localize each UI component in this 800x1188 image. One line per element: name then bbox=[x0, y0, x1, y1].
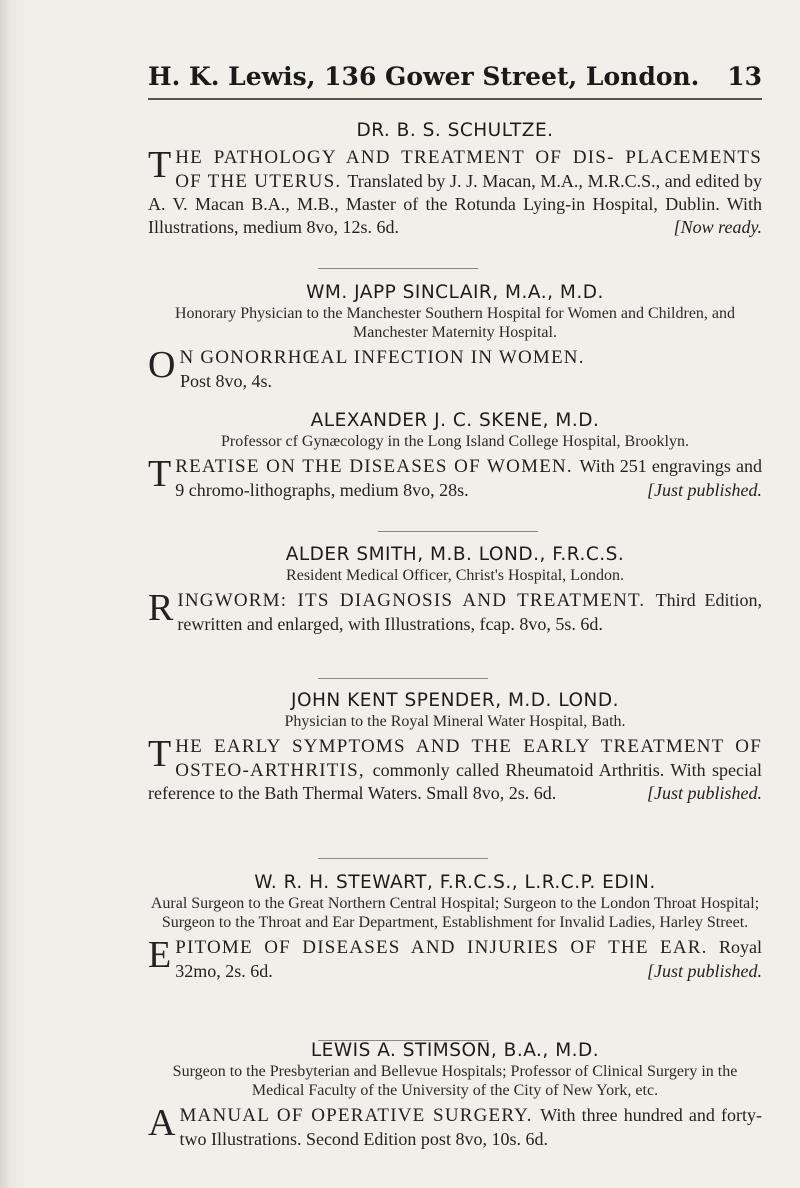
entry-title: HE PATHOLOGY AND TREATMENT OF DIS- PLACEMENTS OF THE UTERUS. bbox=[175, 147, 762, 192]
entry-status: [Just published. bbox=[647, 479, 762, 500]
entry-credentials: Aural Surgeon to the Great Northern Central Hospital; Surgeon to the London Throat Hospital; Surgeon to the Throat and Ear Department, Establishment for Invalid Ladies, Harley Street. bbox=[150, 895, 760, 931]
separator-rule bbox=[318, 858, 488, 859]
entry-title: REATISE ON THE DISEASES OF WOMEN. bbox=[175, 456, 580, 477]
catalogue-entry bbox=[148, 1040, 762, 1150]
entry-credentials: Professor cf Gynæcology in the Long Island College Hospital, Brooklyn. bbox=[221, 433, 689, 450]
running-header bbox=[148, 62, 762, 91]
entry-description: Royal 32mo, 2s. 6d. bbox=[175, 937, 762, 981]
catalogue-entry bbox=[148, 282, 762, 392]
entry-credentials: Physician to the Royal Mineral Water Hospital, Bath. bbox=[284, 713, 626, 730]
entry-status: [Just published. bbox=[647, 960, 762, 981]
publisher-address: H. K. Lewis, 136 Gower Street, London. bbox=[148, 62, 700, 91]
entry-description: Third Edition, rewritten and enlarged, with Illustrations, fcap. 8vo, 5s. 6d. bbox=[177, 590, 762, 634]
entry-description: commonly called Rheumatoid Arthritis. With special reference to the Bath Thermal Waters. Small 8vo, 2s. 6d. bbox=[148, 759, 763, 803]
header-rule bbox=[148, 98, 762, 100]
page-number: 13 bbox=[727, 62, 762, 91]
drop-cap: T bbox=[148, 453, 172, 495]
entry-description: Post 8vo, 4s. bbox=[180, 370, 273, 391]
entry-body bbox=[148, 455, 762, 501]
drop-cap: O bbox=[148, 344, 176, 386]
book-gutter-shadow bbox=[0, 0, 26, 1188]
entry-credentials: Honorary Physician to the Manchester Southern Hospital for Women and Children, and Manchester Maternity Hospital. bbox=[174, 305, 736, 341]
catalogue-entry bbox=[148, 544, 762, 635]
separator-rule bbox=[378, 531, 538, 532]
entry-description: With 251 engravings and 9 chromo-lithographs, medium 8vo, 28s. bbox=[175, 456, 762, 500]
entry-author: WM. JAPP SINCLAIR, M.A., M.D. bbox=[306, 282, 604, 303]
drop-cap: E bbox=[148, 934, 172, 976]
drop-cap: A bbox=[148, 1102, 176, 1144]
catalogue-entry bbox=[148, 690, 762, 805]
catalogue-entry bbox=[148, 120, 762, 238]
entry-author: W. R. H. STEWART, F.R.C.S., L.R.C.P. EDIN. bbox=[254, 872, 656, 893]
entry-description: With three hundred and forty-two Illustrations. Second Edition post 8vo, 10s. 6d. bbox=[179, 1105, 762, 1149]
entry-body bbox=[148, 1104, 762, 1150]
catalogue-entry bbox=[148, 410, 762, 501]
entry-credentials: Resident Medical Officer, Christ's Hospital, London. bbox=[286, 567, 624, 584]
entry-credentials: Surgeon to the Presbyterian and Bellevue Hospitals; Professor of Clinical Surgery in the Medical Faculty of the University of the City of New York, etc. bbox=[172, 1063, 738, 1099]
entry-body bbox=[148, 589, 762, 635]
drop-cap: R bbox=[148, 587, 174, 629]
separator-rule bbox=[318, 268, 478, 269]
entry-body bbox=[148, 936, 762, 982]
entry-title: PITOME OF DISEASES AND INJURIES OF THE EAR. bbox=[175, 937, 719, 958]
entry-description: Translated by J. J. Macan, M.A., M.R.C.S., and edited by A. V. Macan B.A., M.B., Master of the Rotunda Lying-in Hospital, Dublin. With Illustrations, medium 8vo, 12s. 6d. bbox=[148, 170, 762, 237]
entry-author: ALDER SMITH, M.B. LOND., F.R.C.S. bbox=[285, 544, 625, 565]
entry-status: [Just published. bbox=[647, 783, 762, 803]
entry-body bbox=[148, 346, 762, 392]
entry-status: [Now ready. bbox=[673, 216, 762, 237]
entry-title: HE EARLY SYMPTOMS AND THE EARLY TREATMENT OF OSTEO-ARTHRITIS, bbox=[175, 736, 762, 781]
entry-title: MANUAL OF OPERATIVE SURGERY. bbox=[179, 1105, 541, 1126]
catalogue-entry bbox=[148, 872, 762, 982]
entry-body bbox=[148, 735, 762, 805]
drop-cap: T bbox=[148, 144, 172, 186]
entry-author: JOHN KENT SPENDER, M.D. LOND. bbox=[291, 690, 619, 711]
entry-body bbox=[148, 146, 762, 238]
entry-author: DR. B. S. SCHULTZE. bbox=[356, 120, 554, 141]
separator-rule bbox=[318, 678, 488, 679]
entry-title: N GONORRHŒAL INFECTION IN WOMEN. bbox=[179, 347, 585, 368]
entry-author: ALEXANDER J. C. SKENE, M.D. bbox=[310, 410, 600, 431]
drop-cap: T bbox=[148, 733, 172, 775]
entry-author: LEWIS A. STIMSON, B.A., M.D. bbox=[310, 1040, 600, 1061]
entry-title: INGWORM: ITS DIAGNOSIS AND TREATMENT. bbox=[177, 590, 656, 611]
